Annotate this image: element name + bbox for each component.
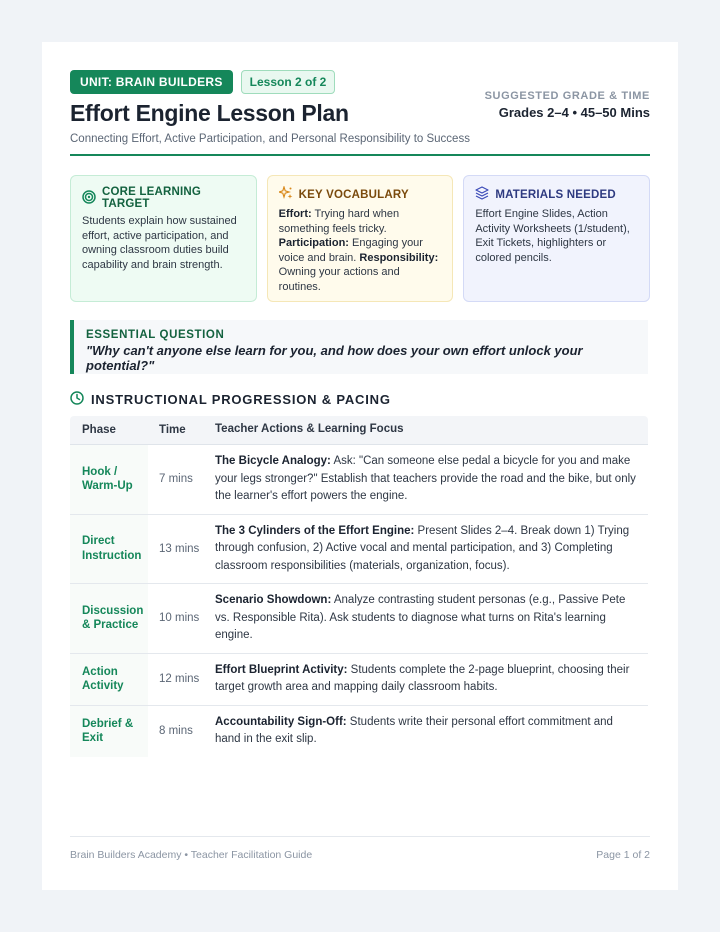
vocab-def-participation: Engaging your voice and brain.	[278, 237, 423, 264]
header-time: Time	[159, 423, 186, 436]
vocab-def-responsibility: Owning your actions and routines.	[278, 266, 400, 293]
row-focus	[204, 584, 648, 653]
progression-section-title	[70, 391, 391, 408]
header-focus: Teacher Actions & Learning Focus	[215, 423, 404, 436]
card-title: KEY VOCABULARY	[298, 188, 409, 201]
pacing-table	[70, 416, 648, 757]
card-body: Students explain how sustained effort, active participation, and owning classroom duties build capability and brain strength.	[82, 215, 237, 271]
header-phase: Phase	[82, 423, 116, 436]
row-time: 8 mins	[159, 724, 193, 737]
row-phase: Direct Instruction	[70, 515, 148, 584]
table-row	[70, 515, 648, 585]
page-number: Page 1 of 2	[596, 849, 650, 861]
focus-title: The 3 Cylinders of the Effort Engine:	[215, 524, 415, 537]
grade-time-block	[485, 90, 650, 120]
card-title: MATERIALS NEEDED	[495, 188, 616, 201]
row-time: 7 mins	[159, 473, 193, 485]
card-title: CORE LEARNING TARGET	[102, 186, 202, 210]
focus-text: Analyze contrasting student personas (e.g., Passive Pete vs. Responsible Rita). Ask students to diagnose what turns on Rita's learning engine.	[215, 594, 626, 641]
table-row	[70, 706, 648, 757]
row-time: 12 mins	[159, 672, 200, 685]
grade-time-value: Grades 2–4 • 45–50 Mins	[498, 105, 650, 120]
focus-title: Accountability Sign-Off:	[215, 715, 347, 728]
focus-text: Ask: "Can someone else pedal a bicycle for you and make your legs stronger?" Establish that teachers provide the road and the bike, but only the learner's effort powers the engine.	[215, 455, 636, 502]
row-phase: Discussion & Practice	[70, 584, 148, 653]
focus-text: Students complete the 2-page blueprint, choosing their target growth area and mapping daily classroom habits.	[215, 663, 630, 693]
essential-question-box	[70, 320, 648, 374]
row-phase: Action Activity	[70, 654, 148, 705]
focus-text: Students write their personal effort commitment and hand in the exit slip.	[215, 715, 613, 745]
unit-badge: UNIT: BRAIN BUILDERS	[70, 70, 233, 94]
lesson-badge: Lesson 2 of 2	[241, 70, 336, 94]
page-title: Effort Engine Lesson Plan	[70, 100, 349, 126]
table-header	[70, 416, 648, 445]
page-subtitle: Connecting Effort, Active Participation, and Personal Responsibility to Success	[70, 133, 470, 145]
card-body: Effort Engine Slides, Action Activity Worksheets (1/student), Exit Tickets, highlighters or colored pencils.	[475, 208, 630, 264]
grade-time-label: SUGGESTED GRADE & TIME	[484, 90, 650, 102]
lesson-plan-page	[42, 42, 678, 890]
row-focus	[204, 654, 648, 705]
layers-icon	[475, 186, 489, 203]
table-row	[70, 584, 648, 654]
card-body	[279, 207, 442, 294]
row-focus	[204, 445, 648, 514]
table-row	[70, 445, 648, 515]
section-title-text: INSTRUCTIONAL PROGRESSION & PACING	[91, 392, 391, 407]
page-footer	[70, 836, 650, 861]
footer-left-text: Brain Builders Academy • Teacher Facilitation Guide	[70, 849, 313, 861]
page-header	[70, 70, 650, 156]
materials-needed-card	[463, 175, 650, 302]
focus-title: Scenario Showdown:	[215, 594, 332, 606]
sparkle-icon	[279, 186, 293, 203]
row-time: 10 mins	[159, 612, 200, 624]
focus-text: Present Slides 2–4. Break down 1) Trying through confusion, 2) Active vocal and mental participation, and 3) Completing classroom responsibilities (materials, organization, focus).	[215, 524, 630, 572]
row-focus	[204, 515, 648, 584]
vocab-term-effort: Effort:	[278, 208, 312, 220]
table-row	[70, 654, 648, 706]
row-time: 13 mins	[159, 542, 200, 555]
vocab-def-effort: Trying hard when something feels tricky.	[278, 208, 400, 235]
vocab-term-responsibility: Responsibility:	[359, 251, 439, 264]
focus-title: Effort Blueprint Activity:	[215, 663, 348, 676]
row-focus	[204, 706, 648, 757]
clock-icon	[70, 391, 84, 408]
key-vocabulary-card	[267, 175, 454, 302]
vocab-term-participation: Participation:	[278, 237, 349, 249]
summary-cards	[70, 175, 650, 302]
row-phase: Hook / Warm-Up	[70, 445, 148, 514]
essential-question-text: "Why can't anyone else learn for you, and how does your own effort unlock your potential?"	[86, 343, 583, 373]
core-learning-target-card	[70, 175, 257, 302]
essential-question-label: ESSENTIAL QUESTION	[86, 329, 225, 341]
row-phase: Debrief & Exit	[70, 706, 148, 757]
focus-title: The Bicycle Analogy:	[215, 455, 331, 467]
target-icon	[82, 190, 96, 207]
